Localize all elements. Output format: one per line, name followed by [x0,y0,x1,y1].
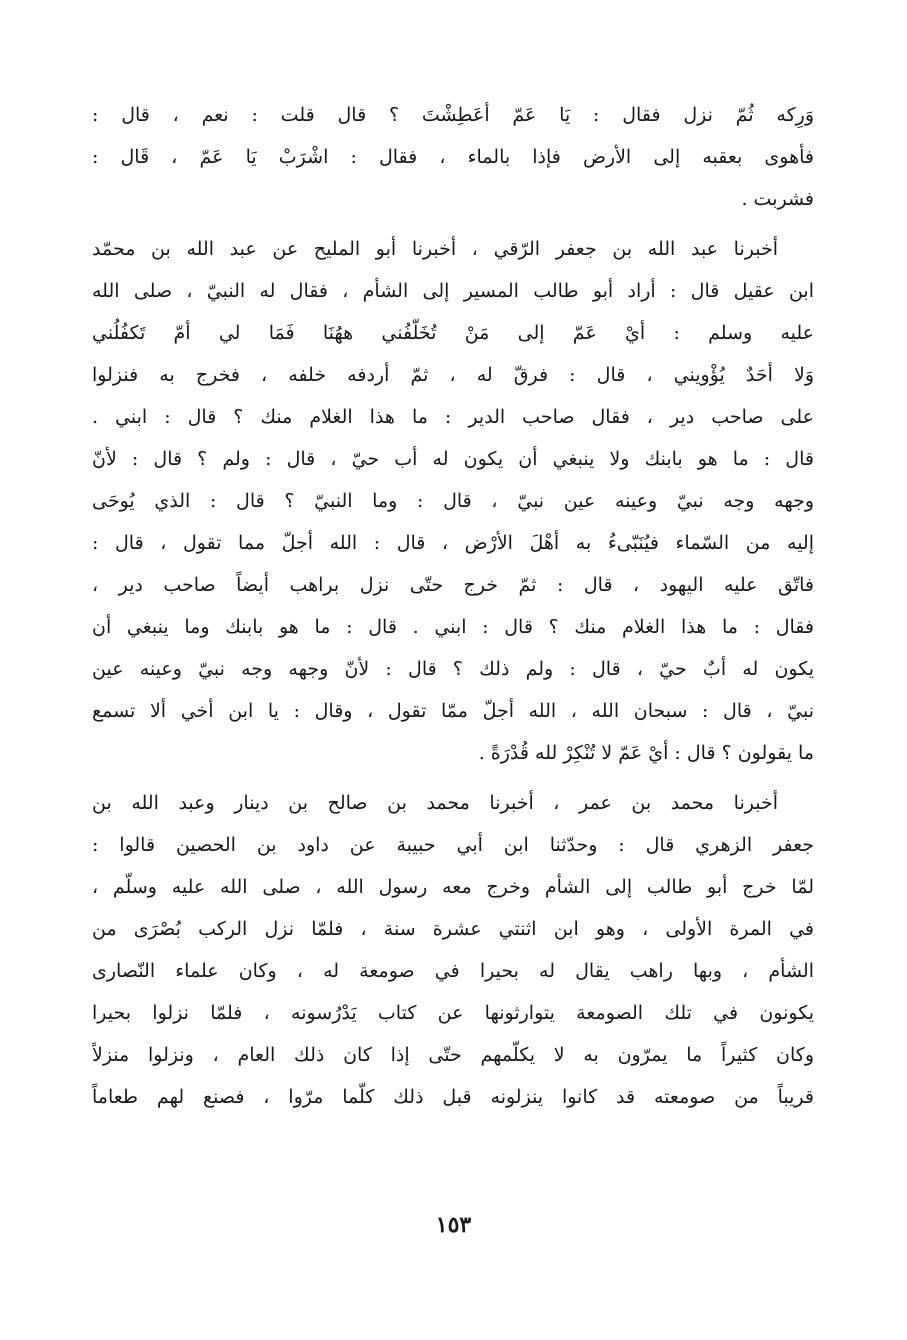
text-line: قال : ما هو بابنك ولا ينبغي أن يكون له أب حيّ ، قال : ولم ؟ قال : لأنّ [92,448,814,470]
text-line: عليه وسلم : أيْ عَمّ إلى مَنْ تُخَلّفُني ههُنَا فَمَا لي أمّ تَكفُلُني [92,322,814,344]
text-line: على صاحب دير ، فقال صاحب الدير : ما هذا الغلام منك ؟ قال : ابني . [92,406,814,428]
paragraph-gap [92,774,814,782]
text-line: وَلا أحَدٌ يُؤْويني ، قال : فرقّ له ، ثمّ أردفه خلفه ، فخرج به فنزلوا [92,364,814,386]
text-line: ما يقولون ؟ قال : أيْ عَمّ لا تُنْكِرْ لله قُدْرَةً . [478,742,814,764]
text-line: فاتّق عليه اليهود ، قال : ثمّ خرج حتّى نزل براهب أيضاً صاحب دير ، [92,574,814,596]
text-line: نبيّ ، قال : سبحان الله ، الله أجلّ ممّا تقول ، وقال : يا ابن أخي ألا تسمع [92,700,814,722]
paragraph-gap [92,220,814,228]
text-line: فشربت . [741,188,814,210]
text-line: فأهوى بعقبه إلى الأرض فإذا بالماء ، فقال : اشْرَبْ يَا عَمّ ، قَال : [92,146,814,168]
text-line: قريباً من صومعته قد كانوا ينزلونه قبل ذلك كلّما مرّوا ، فصنع لهم طعاماً [92,1086,814,1108]
text-line: جعفر الزهري قال : وحدّثنا ابن أبي حبيبة عن داود بن الحصين قالوا : [92,834,814,856]
text-line: أخبرنا عبد الله بن جعفر الرّقي ، أخبرنا أبو المليح عن عبد الله بن محمّد [92,238,778,260]
text-line: وكان كثيراً ما يمرّون به لا يكلّمهم حتّى إذا كان ذلك العام ، ونزلوا منزلاً [92,1044,814,1066]
paragraph [92,94,814,220]
text-line: ابن عقيل قال : أراد أبو طالب المسير إلى الشأم ، فقال له النبيّ ، صلى الله [92,280,814,302]
text-line: الشأم ، وبها راهب يقال له بحيرا في صومعة له ، وكان علماء النّصارى [92,960,814,982]
paragraph [92,782,814,1118]
page-number: ١٥٣ [435,1212,472,1238]
body-text [92,94,814,1118]
text-line: لمّا خرج أبو طالب إلى الشأم وخرج معه رسول الله ، صلى الله عليه وسلّم ، [92,876,814,898]
text-line: في المرة الأولى ، وهو ابن اثنتي عشرة سنة ، فلمّا نزل الركب بُصْرَى من [92,918,814,940]
text-line: إليه من السّماء فيُنَبّىءُ به أهْلَ الأرْض ، قال : الله أجلّ مما تقول ، قال : [92,532,814,554]
text-line: يكونون في تلك الصومعة يتوارثونها عن كتاب يَدْرُسونه ، فلمّا نزلوا بحيرا [92,1002,814,1024]
text-line: أخبرنا محمد بن عمر ، أخبرنا محمد بن صالح بن دينار وعبد الله بن [92,792,778,814]
text-line: وجهه وجه نبيّ وعينه عين نبيّ ، قال : وما النبيّ ؟ قال : الذي يُوحَى [92,490,814,512]
text-line: يكون له أبٌ حيّ ، قال : ولم ذلك ؟ قال : لأنّ وجهه وجه نبيّ وعينه عين [92,658,814,680]
text-line: فقال : ما هذا الغلام منك ؟ قال : ابني . قال : ما هو بابنك وما ينبغي أن [92,616,814,638]
text-line: وَرِكه ثُمّ نزل فقال : يَا عَمّ أعَطِشْتَ ؟ قال قلت : نعم ، قال : [92,104,814,126]
paragraph [92,228,814,774]
